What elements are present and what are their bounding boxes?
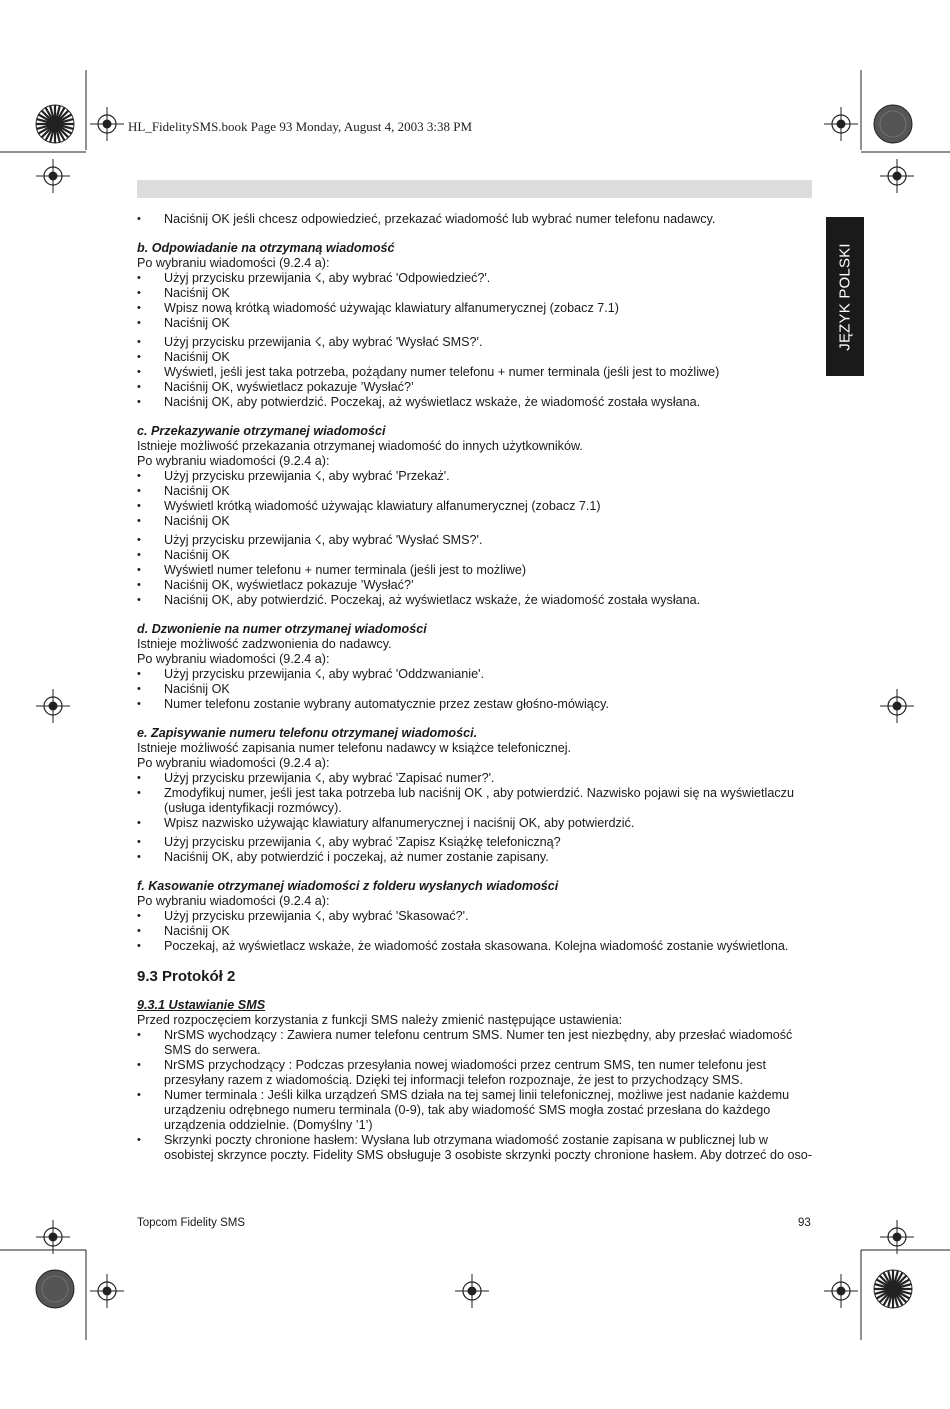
footer-product: Topcom Fidelity SMS (137, 1217, 246, 1229)
list-item: • Wyświetl krótką wiadomość używając klawiatury alfanumerycznej (zobacz 7.1) (137, 499, 813, 514)
section-title: b. Odpowiadanie na otrzymaną wiadomość (137, 241, 395, 255)
list-item: • NrSMS przychodzący : Podczas przesyłania nowej wiadomości przez centrum SMS, ten numer telefonu jest przesyłany razem z wiadomością. Dzięki tej informacji telefon rozpoznaje, że jest to przychodzący SMS. (137, 1058, 813, 1088)
page-content (137, 212, 813, 1163)
list-item: • Numer terminala : Jeśli kilka urządzeń SMS działa na tej samej linii telefonicznej, możliwe jest nadanie każdemu urządzeniu odrębnego numeru terminala (0-9), tak aby wiadomość SMS mogła zostać przesłana do każdego urządzenia oddzielnie. (Domyślny ’1’) (137, 1088, 813, 1133)
section-lead: Po wybraniu wiadomości (9.2.4 a): (137, 894, 330, 908)
list-item: • Użyj przycisku przewijania ☇, aby wybrać 'Odpowiedzieć?'. (137, 271, 813, 286)
list-item: • Naciśnij OK (137, 548, 813, 563)
list-item: • Użyj przycisku przewijania ☇, aby wybrać 'Wysłać SMS?'. (137, 533, 813, 548)
list-item: • Naciśnij OK (137, 484, 813, 499)
list-item: • Numer telefonu zostanie wybrany automatycznie przez zestaw głośno-mówiący. (137, 697, 813, 712)
list-item: • Naciśnij OK (137, 316, 813, 331)
print-header: HL_FidelitySMS.book Page 93 Monday, August 4, 2003 3:38 PM (128, 119, 473, 134)
list-item: • Wpisz nazwisko używając klawiatury alfanumerycznej i naciśnij OK, aby potwierdzić. (137, 816, 813, 831)
list-item: • Naciśnij OK (137, 350, 813, 365)
list-item: • Wyświetl numer telefonu + numer terminala (jeśli jest to możliwe) (137, 563, 813, 578)
section-b (137, 241, 813, 410)
list-item: • Użyj przycisku przewijania ☇, aby wybrać 'Skasować?'. (137, 909, 813, 924)
language-tab (826, 217, 864, 376)
language-tab-label: JĘZYK POLSKI (836, 242, 854, 351)
list-item: • Wpisz nową krótką wiadomość używając klawiatury alfanumerycznej (zobacz 7.1) (137, 301, 813, 316)
section-desc: Istnieje możliwość zadzwonienia do nadawcy. (137, 637, 392, 651)
list-item: • Naciśnij OK jeśli chcesz odpowiedzieć, przekazać wiadomość lub wybrać numer telefonu nadawcy. (137, 212, 813, 227)
section-title: e. Zapisywanie numeru telefonu otrzymanej wiadomości. (137, 726, 478, 740)
section-d (137, 622, 813, 712)
page-number: 93 (798, 1217, 811, 1229)
list-item: • Użyj przycisku przewijania ☇, aby wybrać 'Przekaż'. (137, 469, 813, 484)
section-e (137, 726, 813, 865)
list-item: • Zmodyfikuj numer, jeśli jest taka potrzeba lub naciśnij OK , aby potwierdzić. Nazwisko pojawi się na wyświetlaczu (usługa identyfikacji rozmówcy). (137, 786, 813, 816)
section-lead: Po wybraniu wiadomości (9.2.4 a): (137, 256, 330, 270)
intro-list (137, 212, 813, 227)
list-item: • Naciśnij OK, wyświetlacz pokazuje ’Wysłać?’ (137, 380, 813, 395)
section-title: c. Przekazywanie otrzymanej wiadomości (137, 424, 386, 438)
section-lead: Przed rozpoczęciem korzystania z funkcji SMS należy zmienić następujące ustawienia: (137, 1013, 623, 1027)
section-lead: Po wybraniu wiadomości (9.2.4 a): (137, 652, 330, 666)
section-list (137, 1028, 813, 1163)
section-desc: Istnieje możliwość zapisania numer telefonu nadawcy w książce telefonicznej. (137, 741, 571, 755)
section-lead: Po wybraniu wiadomości (9.2.4 a): (137, 454, 330, 468)
list-item: • Poczekaj, aż wyświetlacz wskaże, że wiadomość została skasowana. Kolejna wiadomość zostanie wyświetlona. (137, 939, 813, 954)
section-desc: Istnieje możliwość przekazania otrzymanej wiadomość do innych użytkowników. (137, 439, 583, 453)
list-item: • Naciśnij OK, aby potwierdzić i poczekaj, aż numer zostanie zapisany. (137, 850, 813, 865)
chapter-title: 9.3 Protokół 2 (137, 968, 236, 985)
list-item: • Użyj przycisku przewijania ☇, aby wybrać 'Wysłać SMS?'. (137, 335, 813, 350)
section-list (137, 909, 813, 954)
list-item: • Naciśnij OK (137, 682, 813, 697)
list-item: • Użyj przycisku przewijania ☇, aby wybrać 'Zapisać numer?'. (137, 771, 813, 786)
list-item: • Naciśnij OK, aby potwierdzić. Poczekaj, aż wyświetlacz wskaże, że wiadomość została wysłana. (137, 593, 813, 608)
list-item: • Naciśnij OK (137, 286, 813, 301)
section-c (137, 424, 813, 608)
list-item: • Użyj przycisku przewijania ☇, aby wybrać 'Zapisz Książkę telefoniczną? (137, 835, 813, 850)
section-9-3 (137, 969, 813, 1163)
section-list (137, 667, 813, 712)
section-f (137, 879, 813, 954)
section-list (137, 469, 813, 608)
list-item: • Naciśnij OK (137, 514, 813, 529)
list-item: • Skrzynki poczty chronione hasłem: Wysłana lub otrzymana wiadomość zostanie zapisana w publicznej lub w osobistej skrzynce poczty. Fidelity SMS obsługuje 3 osobiste skrzynki poczty chronione hasłem. Aby dotrzeć do oso- (137, 1133, 813, 1163)
subsection-title: 9.3.1 Ustawianie SMS (137, 998, 266, 1012)
section-list (137, 771, 813, 865)
list-item: • NrSMS wychodzący : Zawiera numer telefonu centrum SMS. Numer ten jest niezbędny, aby przesłać wiadomość SMS do serwera. (137, 1028, 813, 1058)
list-item: • Wyświetl, jeśli jest taka potrzeba, pożądany numer telefonu + numer terminala (jeśli jest to możliwe) (137, 365, 813, 380)
section-list (137, 271, 813, 410)
header-bar (137, 180, 812, 198)
section-title: d. Dzwonienie na numer otrzymanej wiadomości (137, 622, 427, 636)
list-item: • Naciśnij OK, wyświetlacz pokazuje ’Wysłać?’ (137, 578, 813, 593)
section-lead: Po wybraniu wiadomości (9.2.4 a): (137, 756, 330, 770)
section-title: f. Kasowanie otrzymanej wiadomości z folderu wysłanych wiadomości (137, 879, 559, 893)
list-item: • Naciśnij OK, aby potwierdzić. Poczekaj, aż wyświetlacz wskaże, że wiadomość została wysłana. (137, 395, 813, 410)
list-item: • Naciśnij OK (137, 924, 813, 939)
list-item: • Użyj przycisku przewijania ☇, aby wybrać 'Oddzwanianie'. (137, 667, 813, 682)
